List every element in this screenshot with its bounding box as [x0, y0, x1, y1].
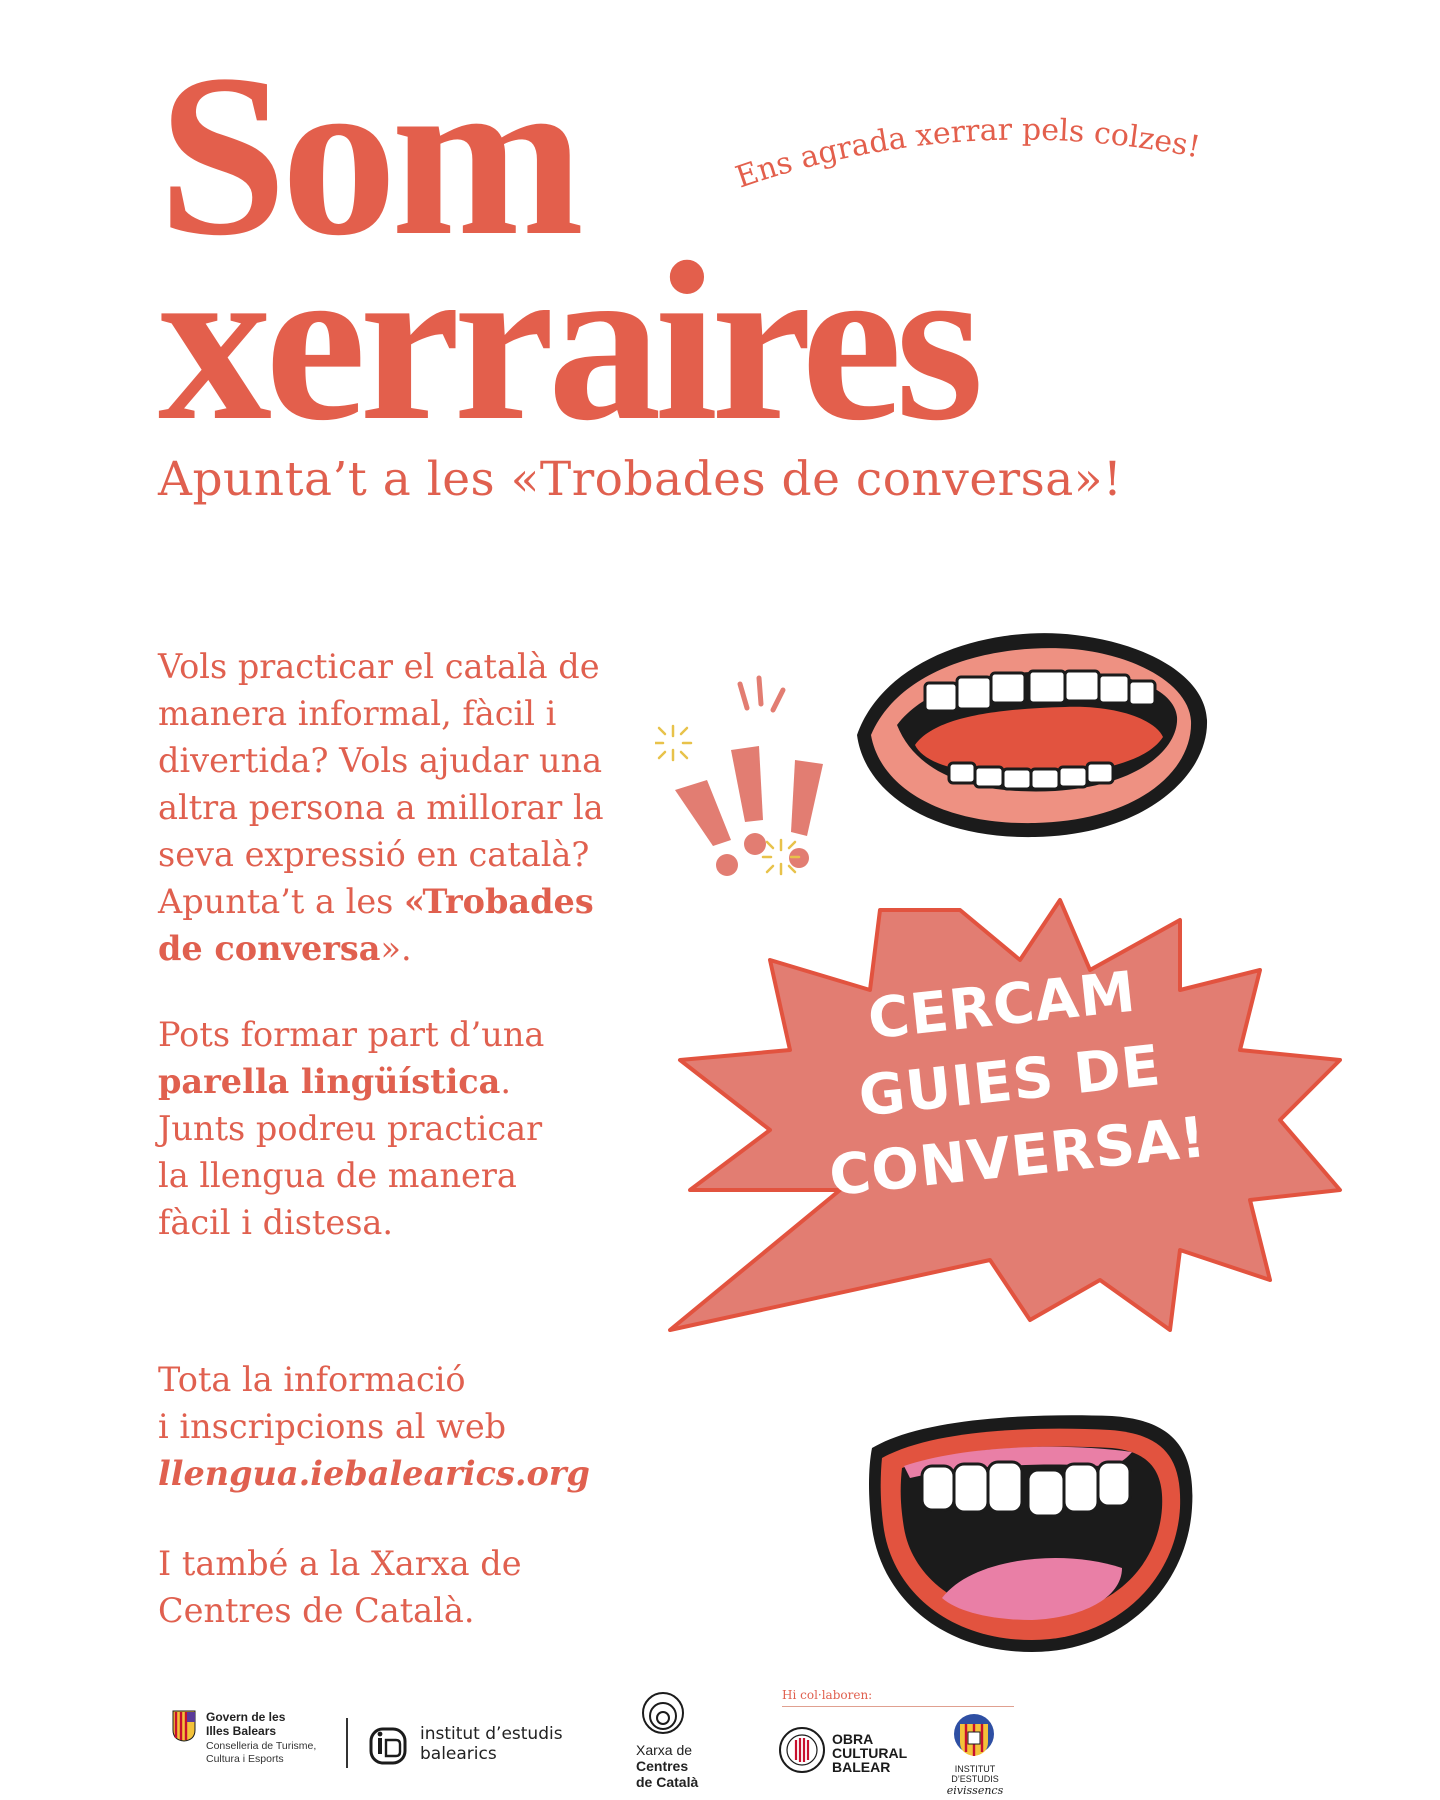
gov-dept-line: Cultura i Esports: [206, 1753, 284, 1765]
network-paragraph: [158, 1540, 678, 1634]
title-som: Som: [158, 27, 579, 284]
burst-callout: [789, 947, 1231, 1218]
mouth-open-icon: [845, 625, 1215, 845]
title-xerraires: xerraires: [158, 216, 977, 468]
ocb-seal-icon: [778, 1726, 826, 1774]
ocb-name: [832, 1732, 907, 1774]
text-fragment: ».: [380, 929, 412, 968]
text-line: Centres de Català.: [158, 1591, 475, 1630]
burst-line: GUIES DE: [855, 1033, 1165, 1130]
text-line: la llengua de manera: [158, 1156, 517, 1195]
xarxa-centres-name: [636, 1742, 698, 1790]
gov-name-line: Govern de les: [206, 1710, 286, 1724]
exclamation-marks-icon: [655, 670, 855, 880]
balearic-shield-icon: [172, 1710, 196, 1742]
xcc-line: Centres: [636, 1758, 689, 1774]
text-line: fàcil i distesa.: [158, 1203, 394, 1242]
iee-line: D’ESTUDIS: [951, 1774, 999, 1784]
text-line: Pots formar part d’una: [158, 1015, 545, 1054]
text-line: Junts podreu practicar: [158, 1109, 543, 1148]
ieb-name-line: balearics: [420, 1744, 497, 1764]
text-line: Vols practicar el català de: [158, 647, 600, 686]
text-fragment: .: [500, 1062, 512, 1101]
gov-dept-line: Conselleria de Turisme,: [206, 1740, 317, 1752]
burst-line: CERCAM: [865, 959, 1139, 1053]
subtitle: Apunta’t a les «Trobades de conversa»!: [158, 452, 1123, 507]
xcc-line: de Català: [636, 1774, 699, 1790]
website-link[interactable]: llengua.iebalearics.org: [158, 1454, 590, 1493]
tagline-arc: [720, 110, 1280, 240]
ocb-line: BALEAR: [832, 1759, 891, 1775]
collaborators-label: Hi col·laboren:: [782, 1688, 873, 1702]
ocb-line: OBRA: [832, 1731, 874, 1747]
parella-emphasis: parella lingüística: [158, 1062, 501, 1101]
trobades-emphasis: «Trobades: [403, 882, 594, 921]
info-paragraph: [158, 1356, 678, 1497]
mouth-laughing-icon: [862, 1408, 1202, 1656]
ieb-name-line: institut d’estudis: [420, 1724, 563, 1744]
xcc-line: Xarxa de: [636, 1742, 693, 1758]
text-line: I també a la Xarxa de: [158, 1544, 522, 1583]
iee-name: [940, 1764, 1010, 1784]
gov-name: [206, 1710, 285, 1738]
text-line: [158, 878, 678, 925]
iee-shield-icon: [952, 1712, 996, 1760]
pair-paragraph: [158, 1011, 678, 1246]
text-fragment: Apunta’t a les: [158, 882, 404, 921]
text-line: manera informal, fàcil i: [158, 694, 557, 733]
gov-department: [206, 1740, 316, 1766]
text-line: [158, 1058, 678, 1105]
gov-name-line: Illes Balears: [206, 1724, 277, 1738]
text-line: seva expressió en català?: [158, 835, 590, 874]
text-line: Tota la informació: [158, 1360, 466, 1399]
sparkle-icon: [655, 726, 799, 874]
tagline-text: Ens agrada xerrar pels colzes!: [731, 112, 1203, 196]
iee-line: INSTITUT: [954, 1764, 996, 1774]
iee-script: eivissencs: [946, 1784, 1004, 1797]
ocb-line: CULTURAL: [832, 1745, 908, 1761]
ieb-name: [420, 1724, 563, 1764]
intro-paragraph: [158, 643, 678, 972]
footer-divider: [346, 1718, 348, 1768]
text-line: [158, 925, 678, 972]
burst-line: CONVERSA!: [826, 1104, 1210, 1210]
text-line: i inscripcions al web: [158, 1407, 507, 1446]
collaborators-rule: [782, 1706, 1014, 1707]
ieb-logo-icon: [368, 1726, 408, 1766]
text-line: altra persona a millorar la: [158, 788, 604, 827]
text-line: divertida? Vols ajudar una: [158, 741, 603, 780]
trobades-emphasis-cont: de conversa: [158, 929, 381, 968]
xarxa-centres-logo-icon: [640, 1690, 686, 1736]
